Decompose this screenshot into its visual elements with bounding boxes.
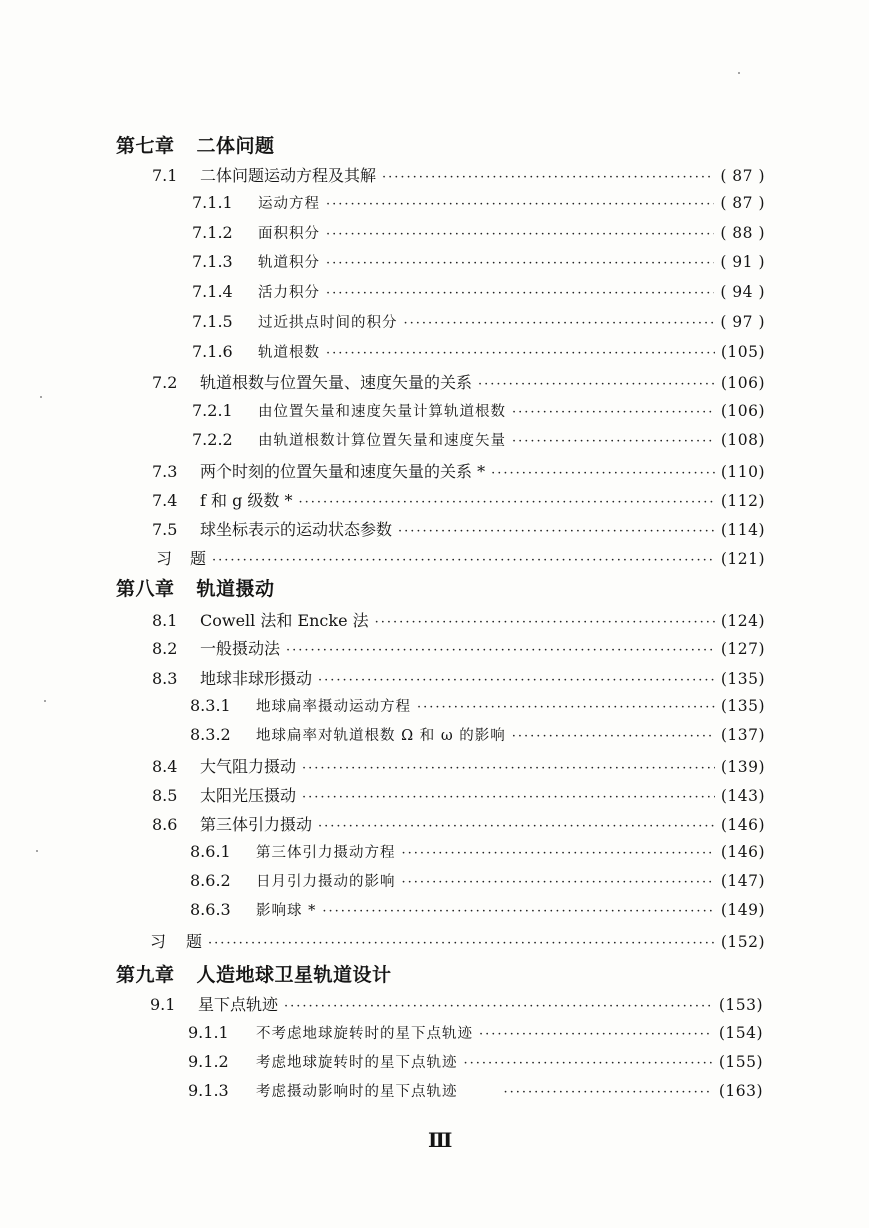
toc-entry[interactable] <box>152 370 765 396</box>
page-number: (153) <box>718 996 763 1014</box>
toc-entry-exercises[interactable] <box>150 929 765 955</box>
section-number: 8.3.2 <box>190 725 231 744</box>
page-number: (155) <box>718 1053 763 1071</box>
section-title: 面积积分 <box>258 226 320 242</box>
dot-leader <box>302 761 715 776</box>
toc-entry[interactable] <box>192 400 765 426</box>
toc-entry[interactable] <box>150 992 763 1018</box>
section-number: 7.1.1 <box>192 193 233 212</box>
section-number: 7.1 <box>152 166 178 185</box>
toc-entry[interactable] <box>192 222 765 248</box>
toc-entry[interactable] <box>188 1051 763 1077</box>
dot-leader <box>299 495 715 510</box>
section-title: 地球扁率对轨道根数 Ω 和 ω 的影响 <box>256 728 506 744</box>
section-number: 7.2 <box>152 373 178 392</box>
page-number: ( 94 ) <box>720 283 765 301</box>
section-number: 7.1.2 <box>192 223 233 242</box>
chapter-8-heading <box>116 574 275 601</box>
section-number: 9.1.1 <box>188 1023 229 1042</box>
section-title: 题 <box>190 549 207 568</box>
section-number: 9.1.3 <box>188 1081 229 1100</box>
section-number: 7.1.5 <box>192 312 233 331</box>
section-title: 第三体引力摄动方程 <box>256 845 396 861</box>
dot-leader <box>512 434 715 449</box>
section-title: 太阳光压摄动 <box>200 786 297 805</box>
page-number: (139) <box>720 758 765 776</box>
dot-leader <box>512 405 715 420</box>
toc-entry[interactable] <box>190 841 765 867</box>
toc-entry[interactable] <box>190 870 765 896</box>
dot-leader <box>318 819 715 834</box>
page-number: (105) <box>720 343 765 361</box>
section-title: 由轨道根数计算位置矢量和速度矢量 <box>258 433 506 449</box>
page-number: ( 88 ) <box>720 224 765 242</box>
section-title: 大气阻力摄动 <box>200 757 297 776</box>
page-number: (135) <box>720 670 765 688</box>
toc-entry[interactable] <box>190 695 765 721</box>
dot-leader <box>284 999 713 1014</box>
page-number: (127) <box>720 640 765 658</box>
toc-entry[interactable] <box>190 899 765 925</box>
section-title: 轨道根数 <box>258 345 320 361</box>
section-title: 二体问题运动方程及其解 <box>200 166 377 185</box>
chapter-number: 第八章 <box>116 578 175 600</box>
section-number: 8.5 <box>152 786 178 805</box>
dot-leader <box>382 170 714 185</box>
page-number: ( 87 ) <box>720 167 765 185</box>
page-number: (135) <box>720 697 765 715</box>
page-number: (147) <box>720 872 765 890</box>
section-number: 8.3.1 <box>190 696 231 715</box>
scan-speck <box>44 700 46 702</box>
dot-leader <box>212 553 715 568</box>
toc-entry[interactable] <box>192 341 765 367</box>
dot-leader <box>402 875 715 890</box>
section-title: 日月引力摄动的影响 <box>256 874 396 890</box>
section-number: 7.3 <box>152 462 178 481</box>
section-title: 星下点轨迹 <box>198 995 279 1014</box>
dot-leader <box>398 524 715 539</box>
section-number: 8.6.2 <box>190 871 231 890</box>
page-number: (112) <box>720 492 765 510</box>
page-number: (146) <box>720 843 765 861</box>
page-number: (124) <box>720 612 765 630</box>
dot-leader <box>326 227 714 242</box>
toc-entry[interactable] <box>152 666 765 692</box>
toc-entry[interactable] <box>152 459 765 485</box>
chapter-9-heading <box>116 960 392 987</box>
page-number: (110) <box>720 463 765 481</box>
section-title: 第三体引力摄动 <box>200 815 313 834</box>
toc-entry[interactable] <box>152 163 765 189</box>
toc-entry-exercises[interactable] <box>156 546 765 572</box>
page-number: (121) <box>720 550 765 568</box>
dot-leader <box>208 936 715 951</box>
section-title: 过近拱点时间的积分 <box>258 315 398 331</box>
section-title: 考虑摄动影响时的星下点轨迹 <box>256 1084 458 1100</box>
section-number: 8.6.3 <box>190 900 231 919</box>
section-title: 题 <box>186 932 203 951</box>
toc-entry[interactable] <box>152 517 765 543</box>
scan-speck <box>40 396 42 398</box>
toc-entry[interactable] <box>192 192 765 218</box>
dot-leader <box>479 1027 713 1042</box>
toc-entry[interactable] <box>152 636 765 662</box>
section-number: 7.2.1 <box>192 401 233 420</box>
page-number: (163) <box>718 1082 763 1100</box>
section-title: 运动方程 <box>258 196 320 212</box>
toc-entry[interactable] <box>188 1080 763 1106</box>
toc-entry[interactable] <box>192 251 765 277</box>
toc-entry[interactable] <box>152 754 765 780</box>
section-number: 8.6.1 <box>190 842 231 861</box>
dot-leader <box>404 316 715 331</box>
toc-entry[interactable] <box>152 783 765 809</box>
section-number: 8.3 <box>152 669 178 688</box>
section-number: 8.2 <box>152 639 178 658</box>
dot-leader <box>326 197 714 212</box>
chapter-title: 轨道摄动 <box>196 578 275 600</box>
dot-leader <box>286 643 715 658</box>
page-number: (152) <box>720 933 765 951</box>
page-number: ( 87 ) <box>720 194 765 212</box>
section-number: 7.5 <box>152 520 178 539</box>
chapter-title: 人造地球卫星轨道设计 <box>196 964 392 986</box>
page-number: (146) <box>720 816 765 834</box>
section-title: 不考虑地球旋转时的星下点轨迹 <box>256 1026 473 1042</box>
chapter-number: 第九章 <box>116 964 175 986</box>
dot-leader <box>512 729 715 744</box>
dot-leader <box>326 346 715 361</box>
toc-entry[interactable] <box>152 812 765 838</box>
section-number: 8.6 <box>152 815 178 834</box>
chapter-number: 第七章 <box>116 135 175 157</box>
section-title: 由位置矢量和速度矢量计算轨道根数 <box>258 404 506 420</box>
toc-entry[interactable] <box>152 488 765 514</box>
chapter-7-heading <box>116 131 275 158</box>
page-number: (137) <box>720 726 765 744</box>
dot-leader <box>504 1085 713 1100</box>
section-title: 地球扁率摄动运动方程 <box>256 699 411 715</box>
section-number: 7.1.3 <box>192 252 233 271</box>
section-number: 8.1 <box>152 611 178 630</box>
toc-entry[interactable] <box>152 608 765 634</box>
section-number: 7.1.4 <box>192 282 233 301</box>
page-number: (106) <box>720 374 765 392</box>
section-title: 轨道根数与位置矢量、速度矢量的关系 <box>200 373 473 392</box>
section-number: 7.1.6 <box>192 342 233 361</box>
section-number: 习 <box>150 932 167 951</box>
section-number: 7.4 <box>152 491 178 510</box>
dot-leader <box>318 673 715 688</box>
section-number: 9.1 <box>150 995 176 1014</box>
page-number: (143) <box>720 787 765 805</box>
section-title: 球坐标表示的运动状态参数 <box>200 520 393 539</box>
section-title: 轨道积分 <box>258 255 320 271</box>
page-number: (154) <box>718 1024 763 1042</box>
chapter-title: 二体问题 <box>196 135 275 157</box>
dot-leader <box>322 904 714 919</box>
dot-leader <box>326 286 714 301</box>
section-number: 9.1.2 <box>188 1052 229 1071</box>
dot-leader <box>302 790 715 805</box>
toc-entry[interactable] <box>192 281 765 307</box>
section-number: 7.2.2 <box>192 430 233 449</box>
scan-speck <box>36 850 38 852</box>
dot-leader <box>326 256 714 271</box>
page-number: (106) <box>720 402 765 420</box>
section-title: 一般摄动法 <box>200 639 281 658</box>
dot-leader <box>402 846 715 861</box>
page-folio: Ⅲ <box>428 1128 453 1152</box>
section-title: 考虑地球旋转时的星下点轨迹 <box>256 1055 458 1071</box>
dot-leader <box>464 1056 713 1071</box>
scan-speck <box>738 72 740 74</box>
page-number: (114) <box>720 521 765 539</box>
dot-leader <box>478 377 715 392</box>
section-title: f 和 g 级数 * <box>200 491 293 510</box>
page-number: (108) <box>720 431 765 449</box>
page-number: (149) <box>720 901 765 919</box>
toc-entry[interactable] <box>188 1022 763 1048</box>
toc-entry[interactable] <box>190 724 765 750</box>
toc-entry[interactable] <box>192 429 765 455</box>
dot-leader <box>417 700 715 715</box>
page-number: ( 97 ) <box>720 313 765 331</box>
section-number: 习 <box>156 549 173 568</box>
section-title: 影响球 * <box>256 903 317 919</box>
dot-leader <box>375 615 715 630</box>
section-title: 两个时刻的位置矢量和速度矢量的关系 * <box>200 462 486 481</box>
page-number: ( 91 ) <box>720 253 765 271</box>
dot-leader <box>491 466 715 481</box>
section-title: 活力积分 <box>258 285 320 301</box>
toc-entry[interactable] <box>192 311 765 337</box>
section-title: 地球非球形摄动 <box>200 669 313 688</box>
section-title: Cowell 法和 Encke 法 <box>200 611 369 630</box>
section-number: 8.4 <box>152 757 178 776</box>
